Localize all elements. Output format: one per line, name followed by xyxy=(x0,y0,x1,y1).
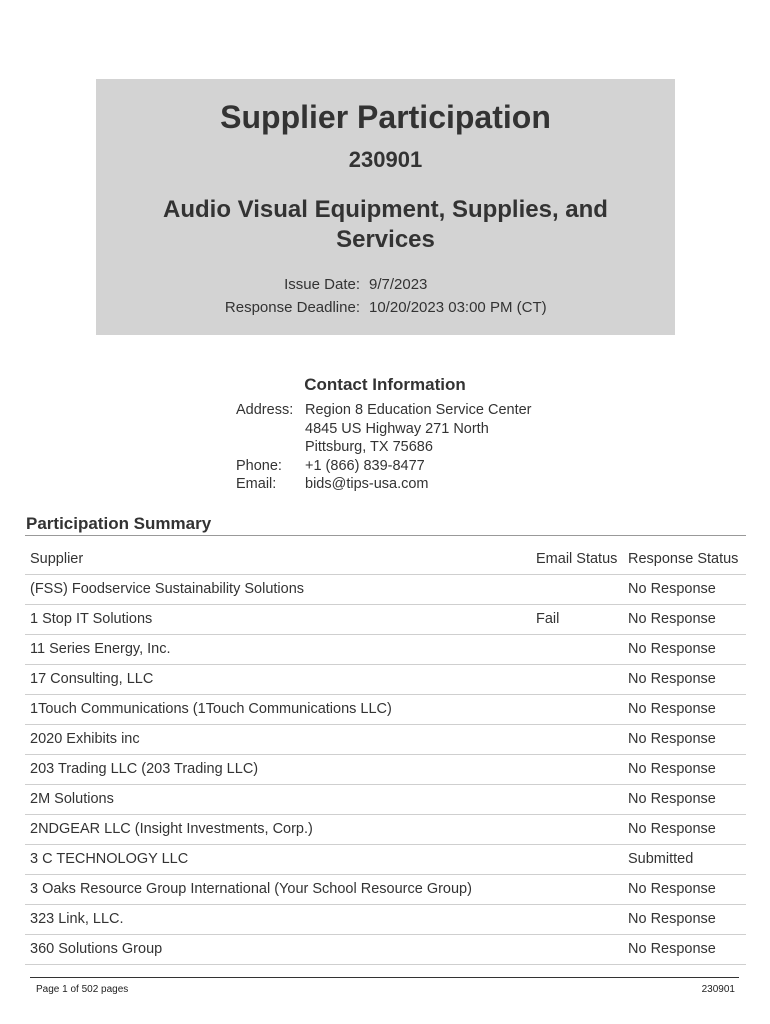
table-row xyxy=(25,845,746,875)
footer-divider xyxy=(30,977,739,978)
supplier-name: 3 Oaks Resource Group International (Your School Resource Group) xyxy=(30,881,472,897)
address-line: Region 8 Education Service Center xyxy=(305,402,532,418)
supplier-name: (FSS) Foodservice Sustainability Solutions xyxy=(30,581,305,597)
response-status: No Response xyxy=(628,701,716,717)
deadline-value: 10/20/2023 03:00 PM (CT) xyxy=(369,299,547,316)
participation-table xyxy=(25,545,746,965)
table-row xyxy=(25,665,746,695)
supplier-name: 1Touch Communications (1Touch Communications LLC) xyxy=(30,701,392,717)
response-status: No Response xyxy=(628,611,716,627)
supplier-name: 203 Trading LLC (203 Trading LLC) xyxy=(30,761,259,777)
email-status: Fail xyxy=(536,611,560,627)
contact-title: Contact Information xyxy=(304,375,466,394)
column-header-email-status: Email Status xyxy=(536,551,618,567)
response-status: No Response xyxy=(628,641,716,657)
column-header-supplier: Supplier xyxy=(30,551,84,567)
footer-doc-number: 230901 xyxy=(701,984,735,995)
response-status: No Response xyxy=(628,881,716,897)
column-header-response-status: Response Status xyxy=(628,551,739,567)
email-value: bids@tips-usa.com xyxy=(305,476,429,492)
supplier-name: 323 Link, LLC. xyxy=(30,911,124,927)
supplier-name: 360 Solutions Group xyxy=(30,941,163,957)
supplier-name: 2NDGEAR LLC (Insight Investments, Corp.) xyxy=(30,821,313,837)
supplier-name: 1 Stop IT Solutions xyxy=(30,611,153,627)
solicitation-subject: Audio Visual Equipment, Supplies, and Services xyxy=(163,196,608,253)
phone-value: +1 (866) 839-8477 xyxy=(305,457,425,474)
table-row xyxy=(25,785,746,815)
table-row xyxy=(25,905,746,935)
table-row xyxy=(25,815,746,845)
response-status: No Response xyxy=(628,581,716,597)
address-label: Address: xyxy=(236,402,294,418)
response-status: No Response xyxy=(628,821,716,837)
response-status: Submitted xyxy=(628,851,694,867)
response-status: No Response xyxy=(628,941,716,957)
summary-divider xyxy=(25,535,746,536)
footer-page-info: Page 1 of 502 pages xyxy=(36,984,129,995)
response-status: No Response xyxy=(628,731,716,747)
issue-date-value: 9/7/2023 xyxy=(369,276,428,293)
table-row xyxy=(25,935,746,965)
address-line: Pittsburg, TX 75686 xyxy=(305,439,433,455)
response-status: No Response xyxy=(628,671,716,687)
email-label: Email: xyxy=(236,476,277,492)
solicitation-number: 230901 xyxy=(348,147,423,172)
header-box xyxy=(96,79,675,335)
supplier-name: 2020 Exhibits inc xyxy=(30,731,140,747)
supplier-name: 17 Consulting, LLC xyxy=(30,671,154,687)
document-title: Supplier Participation xyxy=(220,99,551,135)
table-row xyxy=(25,605,746,635)
phone-label: Phone: xyxy=(236,457,282,474)
table-row xyxy=(25,575,746,605)
supplier-name: 11 Series Energy, Inc. xyxy=(30,641,171,657)
response-status: No Response xyxy=(628,911,716,927)
deadline-label: Response Deadline: xyxy=(224,299,360,316)
table-row xyxy=(25,725,746,755)
supplier-name: 2M Solutions xyxy=(30,791,114,807)
table-row xyxy=(25,635,746,665)
table-header-row xyxy=(25,545,746,575)
response-status: No Response xyxy=(628,761,716,777)
supplier-name: 3 C TECHNOLOGY LLC xyxy=(30,851,189,867)
table-row xyxy=(25,695,746,725)
response-status: No Response xyxy=(628,791,716,807)
participation-summary-title: Participation Summary xyxy=(26,514,212,533)
dates-block xyxy=(96,273,675,319)
address-line: 4845 US Highway 271 North xyxy=(305,420,489,437)
issue-date-label: Issue Date: xyxy=(284,276,360,293)
table-row xyxy=(25,875,746,905)
table-row xyxy=(25,755,746,785)
